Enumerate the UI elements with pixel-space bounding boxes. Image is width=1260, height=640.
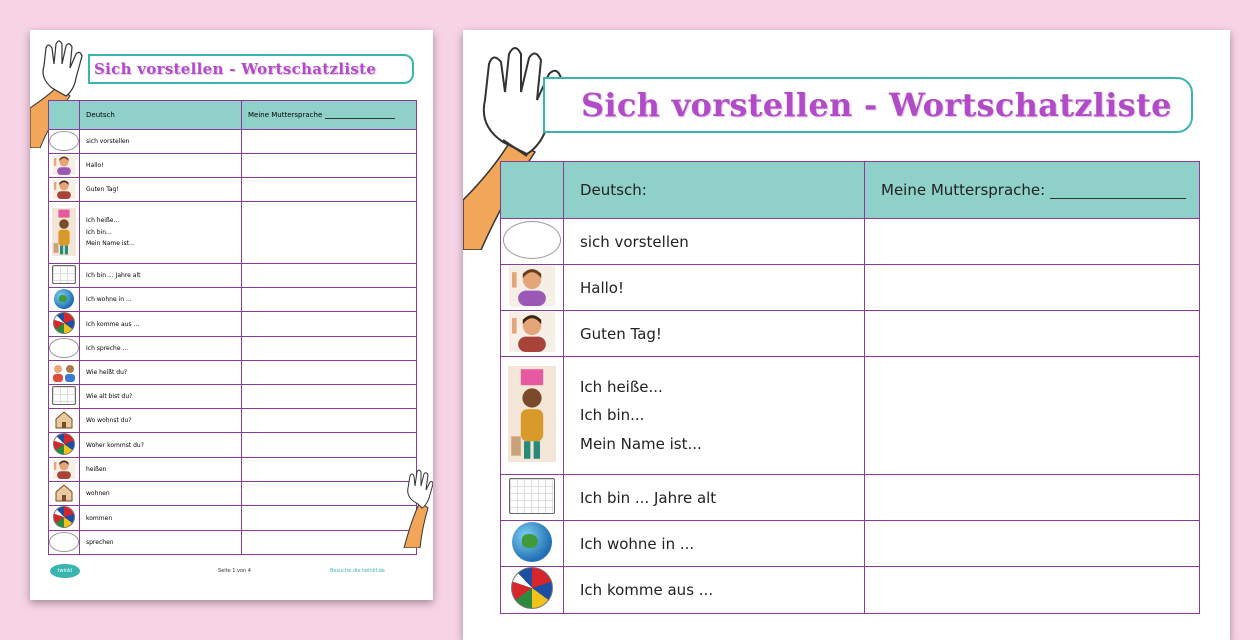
girl-waving-icon [508, 266, 556, 306]
phrase-line: Hallo! [580, 278, 624, 297]
table-row [501, 475, 1200, 521]
row-german-phrase [80, 361, 242, 385]
table-row [49, 531, 417, 555]
table-row [49, 506, 417, 531]
phrase-line: Ich wohne in ... [580, 534, 695, 553]
vocabulary-table-small [48, 100, 417, 555]
phrase-line: wohnen [86, 490, 110, 497]
table-row [501, 265, 1200, 311]
table-row [49, 337, 417, 361]
row-image-cell [49, 130, 80, 154]
header-image-cell [501, 162, 564, 219]
flags-globe-icon [53, 506, 75, 528]
phrase-line: Ich heiße... [580, 377, 663, 396]
table-row [501, 521, 1200, 567]
worksheet-title: Sich vorstellen - Wortschatzliste [581, 86, 1172, 124]
phrase-line: Ich spreche ... [86, 345, 129, 352]
row-translation-field[interactable] [242, 361, 417, 385]
row-image-cell [49, 202, 80, 264]
table-row [49, 385, 417, 409]
row-image-cell [49, 361, 80, 385]
table-header-row [49, 101, 417, 130]
calendar-icon [52, 386, 76, 405]
phrase-line: Hallo! [86, 162, 104, 169]
row-german-phrase [80, 288, 242, 312]
row-german-phrase [564, 219, 865, 265]
row-translation-field[interactable] [865, 521, 1200, 567]
row-translation-field[interactable] [865, 311, 1200, 357]
header-muttersprache [242, 101, 417, 130]
row-translation-field[interactable] [242, 312, 417, 337]
flags-globe-icon [53, 312, 75, 334]
row-image-cell [49, 337, 80, 361]
phrase-line: sich vorstellen [86, 138, 130, 145]
row-image-cell [501, 521, 564, 567]
twinkl-logo: twinkl [50, 564, 80, 578]
worksheet-title-banner [88, 54, 414, 84]
row-image-cell [49, 531, 80, 555]
large-worksheet-preview [463, 30, 1230, 640]
row-german-phrase [80, 178, 242, 202]
boy-waving-icon [52, 179, 76, 199]
globe-icon [512, 522, 552, 562]
phrase-line: Ich komme aus ... [580, 581, 714, 599]
small-worksheet-preview [30, 30, 433, 600]
row-image-cell [501, 567, 564, 614]
row-translation-field[interactable] [242, 506, 417, 531]
globe-icon [54, 289, 74, 309]
phrase-line: Ich bin... [580, 406, 645, 425]
phrase-line: sich vorstellen [580, 232, 689, 251]
table-row [49, 458, 417, 482]
row-german-phrase [564, 521, 865, 567]
row-translation-field[interactable] [865, 357, 1200, 475]
phrase-line: Wo wohnst du? [86, 417, 132, 424]
speech-bubble-icon [49, 338, 79, 358]
row-image-cell [49, 433, 80, 458]
row-translation-field[interactable] [242, 409, 417, 433]
table-row [501, 357, 1200, 475]
phrase-line: Ich wohne in ... [86, 296, 132, 303]
table-row [501, 311, 1200, 357]
row-german-phrase [80, 433, 242, 458]
table-row [49, 409, 417, 433]
header-muttersprache-label: Meine Muttersprache [248, 111, 323, 119]
vocabulary-table [500, 161, 1200, 614]
speech-bubble-icon [503, 221, 561, 259]
row-german-phrase [564, 357, 865, 475]
table-row [49, 130, 417, 154]
header-deutsch: Deutsch: [564, 162, 865, 219]
row-translation-field[interactable] [865, 475, 1200, 521]
row-translation-field[interactable] [242, 433, 417, 458]
table-row [49, 433, 417, 458]
row-german-phrase [80, 202, 242, 264]
table-row [49, 264, 417, 288]
table-row [49, 154, 417, 178]
worksheet-title-banner [543, 77, 1193, 133]
flags-globe-icon [511, 567, 553, 609]
footer-page-number: Seite 1 von 4 [218, 568, 251, 574]
row-german-phrase [80, 458, 242, 482]
worksheet-title: Sich vorstellen - Wortschatzliste [94, 60, 377, 78]
phrase-line: Ich heiße... [86, 217, 120, 225]
row-image-cell [49, 288, 80, 312]
girl-waving-icon [52, 155, 76, 175]
row-image-cell [49, 385, 80, 409]
header-image-cell [49, 101, 80, 130]
table-row [49, 361, 417, 385]
row-translation-field[interactable] [242, 154, 417, 178]
phrase-line: Mein Name ist... [86, 240, 135, 248]
footer-website: Besuche die twinkl.de [330, 568, 385, 574]
house-icon [54, 410, 74, 430]
row-translation-field[interactable] [242, 202, 417, 264]
phrase-line: kommen [86, 514, 113, 522]
header-muttersprache-label: Meine Muttersprache: [881, 181, 1046, 199]
row-german-phrase [80, 312, 242, 337]
table-row [501, 567, 1200, 614]
row-image-cell [501, 475, 564, 521]
table-row [49, 482, 417, 506]
row-german-phrase [80, 409, 242, 433]
phrase-line: Guten Tag! [86, 186, 119, 193]
header-deutsch: Deutsch [80, 101, 242, 130]
phrase-line: Ich komme aus ... [86, 320, 140, 328]
language-blank-line [325, 118, 395, 119]
flags-globe-icon [53, 433, 75, 455]
row-german-phrase [80, 264, 242, 288]
phrase-line: Ich bin... [86, 228, 112, 236]
row-translation-field[interactable] [865, 265, 1200, 311]
row-image-cell [49, 312, 80, 337]
row-german-phrase [80, 482, 242, 506]
row-german-phrase [80, 130, 242, 154]
phrase-line: Mein Name ist... [580, 434, 702, 453]
row-image-cell [49, 264, 80, 288]
row-translation-field[interactable] [242, 288, 417, 312]
phrase-line: Wie alt bist du? [86, 393, 133, 400]
phrase-line: Ich bin ... Jahre alt [580, 488, 717, 507]
row-image-cell [501, 219, 564, 265]
language-blank-line [1050, 198, 1186, 199]
phrase-line: Ich bin ... Jahre alt [86, 272, 141, 279]
row-image-cell [49, 409, 80, 433]
table-row [49, 178, 417, 202]
row-translation-field[interactable] [242, 531, 417, 555]
header-muttersprache [865, 162, 1200, 219]
table-header-row [501, 162, 1200, 219]
row-image-cell [49, 154, 80, 178]
row-image-cell [49, 178, 80, 202]
speech-bubble-icon [49, 131, 79, 151]
row-german-phrase [564, 265, 865, 311]
row-image-cell [49, 482, 80, 506]
row-translation-field[interactable] [242, 458, 417, 482]
house-icon [54, 483, 74, 503]
row-translation-field[interactable] [242, 264, 417, 288]
row-translation-field[interactable] [865, 219, 1200, 265]
two-children-icon [50, 362, 78, 382]
phrase-line: heißen [86, 466, 107, 473]
table-row [49, 202, 417, 264]
waving-hand-icon-small [398, 468, 433, 548]
calendar-icon [509, 478, 555, 514]
row-image-cell [501, 357, 564, 475]
boy-waving-icon [508, 312, 556, 352]
row-image-cell [49, 458, 80, 482]
row-translation-field[interactable] [865, 567, 1200, 614]
row-image-cell [501, 265, 564, 311]
row-german-phrase [80, 385, 242, 409]
row-german-phrase [564, 475, 865, 521]
row-german-phrase [564, 567, 865, 614]
row-german-phrase [564, 311, 865, 357]
phrase-line: Guten Tag! [580, 324, 662, 343]
table-row [49, 288, 417, 312]
boy-waving-icon [52, 459, 76, 479]
row-german-phrase [80, 337, 242, 361]
calendar-icon [52, 265, 76, 284]
phrase-line: sprechen [86, 539, 114, 546]
table-row [501, 219, 1200, 265]
row-translation-field[interactable] [242, 178, 417, 202]
child-introducing-icon [508, 362, 556, 466]
row-image-cell [49, 506, 80, 531]
row-translation-field[interactable] [242, 385, 417, 409]
row-translation-field[interactable] [242, 482, 417, 506]
row-german-phrase [80, 506, 242, 531]
row-german-phrase [80, 531, 242, 555]
child-introducing-icon [52, 206, 76, 258]
speech-bubble-icon [49, 532, 79, 552]
row-translation-field[interactable] [242, 337, 417, 361]
phrase-line: Wie heißt du? [86, 369, 128, 376]
row-translation-field[interactable] [242, 130, 417, 154]
table-row [49, 312, 417, 337]
phrase-line: Woher kommst du? [86, 441, 144, 449]
row-image-cell [501, 311, 564, 357]
row-german-phrase [80, 154, 242, 178]
